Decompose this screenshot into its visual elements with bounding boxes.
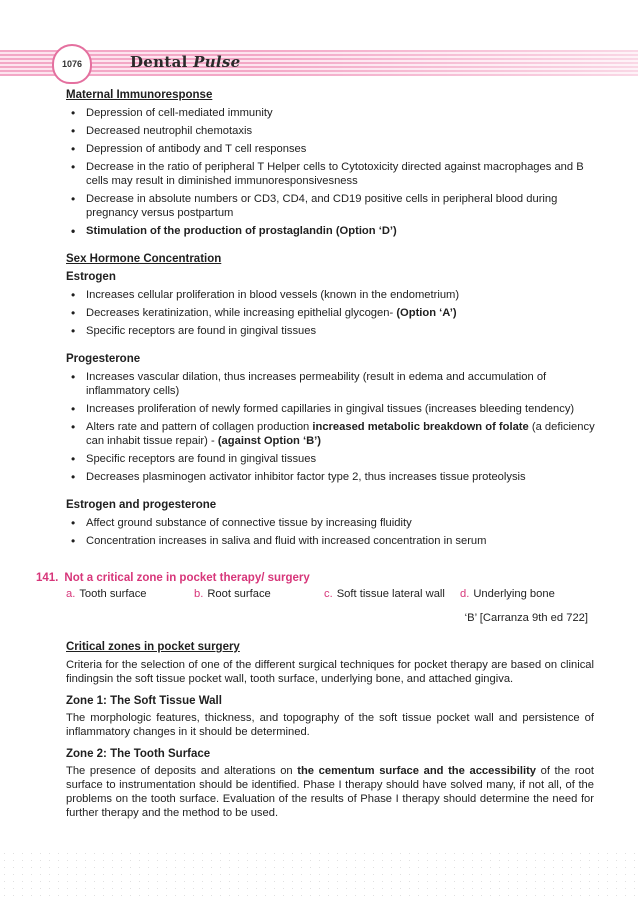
option-letter: d.	[460, 588, 470, 600]
list-item-text: Alters rate and pattern of collagen production	[86, 421, 313, 433]
critical-intro: Criteria for the selection of one of the different surgical techniques for pocket therapy are based on clinical findingsin the soft tissue pocket wall, tooth surface, underlying bone, and attached gingiva.	[66, 659, 594, 685]
list-item-bold: increased metabolic breakdown of folate	[312, 421, 529, 433]
answer-reference: ‘B’ [Carranza 9th ed 722]	[464, 612, 588, 624]
maternal-title: Maternal Immunoresponse	[66, 89, 213, 101]
scan-speckle	[0, 850, 638, 902]
option-letter: c.	[324, 588, 333, 600]
estrogen-progesterone-list	[66, 516, 596, 548]
list-item: • Decrease in absolute numbers or CD3, CD4, and CD19 positive cells in peripheral blood during pregnancy versus postpartum	[66, 192, 596, 220]
option-letter: b.	[194, 588, 204, 600]
list-item: • Decreases plasminogen activator inhibitor factor type 2, thus increases tissue proteolysis	[66, 470, 596, 484]
critical-zones-section	[66, 640, 594, 828]
list-item: • Increases proliferation of newly formed capillaries in gingival tissues (increases bleeding tendency)	[66, 402, 596, 416]
list-item: • Increases vascular dilation, thus increases permeability (result in edema and accumulation of inflammatory cells)	[66, 370, 596, 398]
brand-title	[130, 53, 241, 71]
list-item: • Depression of cell-mediated immunity	[66, 106, 596, 120]
question-options	[36, 588, 596, 600]
list-item: • Increases cellular proliferation in blood vessels (known in the endometrium)	[66, 288, 596, 302]
list-item: • Decrease in the ratio of peripheral T Helper cells to Cytotoxicity directed against macrophages and B cells may result in diminished immunoresponsivesness	[66, 160, 596, 188]
zone2-text-a: The presence of deposits and alterations on	[66, 765, 298, 777]
brand-script: Pulse	[193, 53, 241, 71]
question-141	[36, 572, 596, 624]
list-item-text: Decreases keratinization, while increasing epithelial glycogen-	[86, 307, 397, 319]
option-c	[324, 588, 460, 600]
list-item: • Stimulation of the production of prostaglandin (Option ‘D’)	[66, 224, 596, 238]
list-item-option: (Option ‘A’)	[396, 307, 457, 319]
sex-hormone-title: Sex Hormone Concentration	[66, 253, 222, 265]
question-title	[36, 572, 596, 584]
option-a	[66, 588, 194, 600]
progesterone-list	[66, 370, 596, 484]
list-item: • Decreased neutrophil chemotaxis	[66, 124, 596, 138]
tooth-icon	[52, 44, 92, 84]
zone2-text-c: of the root surface to instrumentation should be identified. Phase I therapy should have solved many, if not all, of the problems on the tooth surface. Evaluation of the results of Phase I therapy should determine the need for further therapy and the method to be used.	[66, 765, 594, 819]
progesterone-title: Progesterone	[66, 353, 141, 365]
option-text: Root surface	[207, 588, 271, 600]
list-item	[66, 420, 596, 448]
option-text: Soft tissue lateral wall	[336, 588, 445, 600]
list-item: • Specific receptors are found in gingival tissues	[66, 324, 596, 338]
page-number: 1076	[61, 59, 83, 69]
zone2-title: Zone 2: The Tooth Surface	[66, 748, 211, 760]
option-text: Underlying bone	[473, 588, 555, 600]
estrogen-title: Estrogen	[66, 271, 116, 283]
list-item: • Affect ground substance of connective tissue by increasing fluidity	[66, 516, 596, 530]
option-text: Tooth surface	[79, 588, 147, 600]
brand-main: Dental	[130, 53, 194, 71]
option-b	[194, 588, 324, 600]
list-item: • Concentration increases in saliva and fluid with increased concentration in serum	[66, 534, 596, 548]
zone2-text-bold: the cementum surface and the accessibility	[297, 765, 537, 777]
maternal-list	[66, 106, 596, 238]
question-number: 141.	[36, 572, 59, 584]
zone1-title: Zone 1: The Soft Tissue Wall	[66, 695, 222, 707]
question-text: Not a critical zone in pocket therapy/ surgery	[64, 572, 310, 584]
main-content	[66, 88, 596, 552]
zone2-text	[66, 764, 594, 820]
list-item-text: (a deficiency can inhabit tissue repair) -	[86, 421, 595, 447]
list-item: • Specific receptors are found in gingival tissues	[66, 452, 596, 466]
option-letter: a.	[66, 588, 76, 600]
list-item-option: (against Option ‘B’)	[217, 435, 321, 447]
critical-title: Critical zones in pocket surgery	[66, 641, 240, 653]
option-d	[460, 588, 555, 600]
header-band-fade	[250, 50, 638, 76]
list-item	[66, 306, 596, 320]
estrogen-list	[66, 288, 596, 338]
page-header	[0, 50, 638, 76]
list-item: • Depression of antibody and T cell responses	[66, 142, 596, 156]
estrogen-progesterone-title: Estrogen and progesterone	[66, 499, 217, 511]
zone1-text: The morphologic features, thickness, and topography of the soft tissue pocket wall and persistence of inflammatory changes in it should be determined.	[66, 712, 594, 738]
